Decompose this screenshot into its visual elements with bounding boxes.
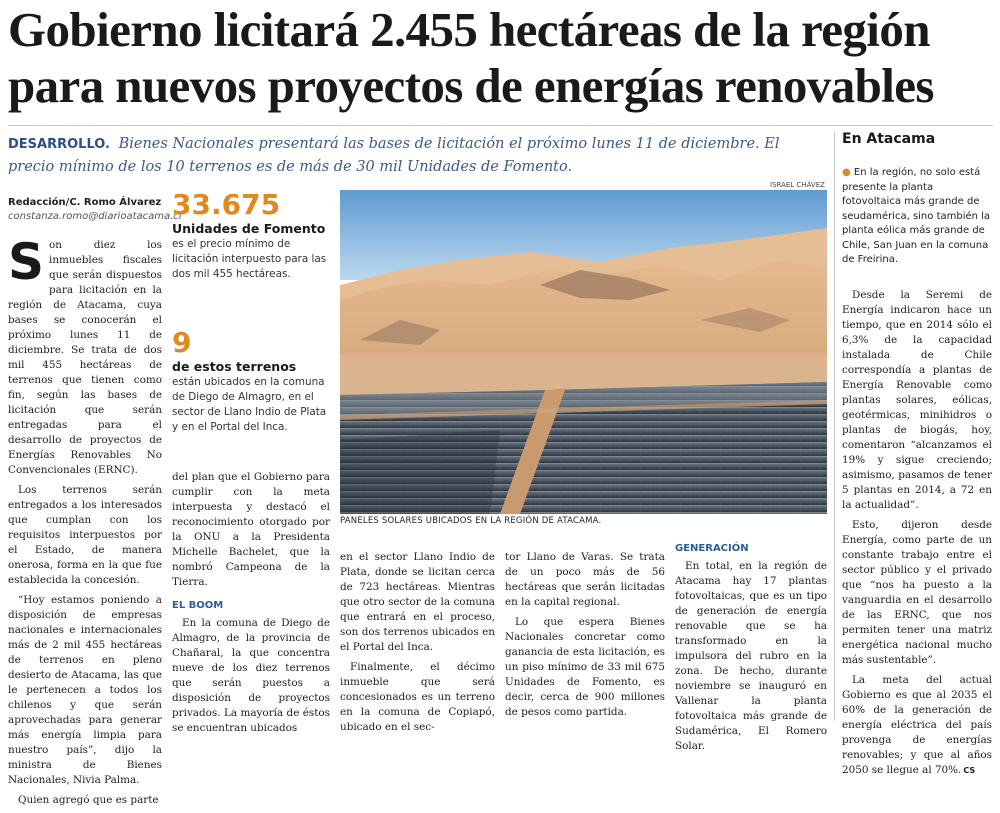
- stat-block-1: [172, 190, 330, 282]
- paragraph-text: La meta del actual Gobierno es que al 2035 el 60% de la generación de energía eléctrica del país provenga de energías renovables; y que al años 2050 se llegue al 70%.: [842, 674, 992, 776]
- sidebar-highlight-text: En la región, no solo está presente la planta fotovoltaica más grande de seudamérica, sino también la planta eólica más grande de Chile, San Juan en la comuna de Freirina.: [842, 167, 991, 265]
- sidebar-column: [842, 288, 992, 783]
- body-paragraph: [842, 673, 992, 778]
- column-4: [505, 550, 665, 725]
- body-paragraph: En la comuna de Diego de Almagro, de la provincia de Chañaral, la que concentra nueve de los diez terrenos que serán puestos a disposición de proyectos privados. La mayoría de éstos se encuentran ubicados: [172, 617, 330, 734]
- body-paragraph: Finalmente, el décimo inmueble que será concesionados es un terreno en la comuna de Copiapó, ubicado en el sec-: [340, 661, 495, 733]
- end-mark: CS: [963, 766, 976, 775]
- body-paragraph: del plan que el Gobierno para cumplir con la meta interpuesta y destacó el reconocimiento otorgado por la ONU a la Presidenta Michelle Bachelet, que la nombró Campeona de la Tierra.: [172, 471, 330, 588]
- column-1: [8, 196, 182, 813]
- body-paragraph: En total, en la región de Atacama hay 17 plantas fotovoltaicas, que es un tipo de generación de energía renovable que se ha transformado en la impulsora del rubro en la zona. De hecho, durante noviembre se inauguró en Vallenar la planta fotovoltaica más grande de Sudamérica, El Romero Solar.: [675, 560, 827, 752]
- sidebar-highlight: [842, 166, 992, 268]
- byline-email: constanza.romo@diarioatacama.cl: [8, 211, 182, 222]
- byline-author: Redacción/C. Romo Álvarez: [8, 197, 162, 208]
- stat-block-2: [172, 328, 330, 435]
- body-paragraph: Esto, dijeron desde Energía, como parte de un constante trabajo entre el sector público y el privado que “nos ha puesto a la vanguardia en el desarrollo de las ERNC, que nos permiten tener una matriz energética nacional mucho más sustentable”.: [842, 519, 992, 666]
- column-5: [675, 541, 827, 759]
- section-heading: GENERACIÓN: [675, 543, 749, 554]
- column-2: [172, 470, 330, 741]
- stat-number: 33.675: [172, 188, 281, 221]
- drop-cap: S: [8, 233, 45, 291]
- stat-label: de estos terrenos: [172, 359, 297, 374]
- photo-credit: ISRAEL CHÁVEZ: [770, 181, 825, 189]
- body-paragraph: Desde la Seremi de Energía indicaron hace un tiempo, que en 2014 sólo el 6,3% de la capacidad instalada de Chile correspondía a plantas de Energía Renovable como plantas solares, eólicas, geotérmicas, minihidros o plantas de biogás, hoy, comentaron “alcanzamos el 19% y sigue creciendo; asimismo, pasamos de tener 5 plantas en 2014, a 72 en la actualidad”.: [842, 289, 992, 511]
- photo-illustration: [340, 190, 827, 514]
- lead-paragraph: [8, 133, 823, 178]
- bullet-icon: ●: [842, 167, 851, 178]
- headline: Gobierno licitará 2.455 hectáreas de la región para nuevos proyectos de energías renovables: [8, 2, 934, 113]
- body-paragraph: Lo que espera Bienes Nacionales concretar como ganancia de esta licitación, es un piso mínimo de 33 mil 675 Unidades de Fomento, es decir, cerca de 900 millones de pesos como partida.: [505, 616, 665, 718]
- solar-panels-photo: [340, 190, 827, 514]
- lead-text: Bienes Nacionales presentará las bases de licitación el próximo lunes 11 de diciembre. El precio mínimo de los 10 terrenos es de más de 30 mil Unidades de Fomento.: [8, 136, 780, 175]
- body-paragraph: tor Llano de Varas. Se trata de un poco más de 56 hectáreas que serán licitadas en la capital regional.: [505, 551, 665, 608]
- photo-caption: PANELES SOLARES UBICADOS EN LA REGIÓN DE ATACAMA.: [340, 516, 602, 526]
- body-paragraph: Quien agregó que es parte: [18, 794, 159, 806]
- stat-text: están ubicados en la comuna de Diego de Almagro, en el sector de Llano Indio de Plata y en el Portal del Inca.: [172, 376, 327, 433]
- column-3: [340, 550, 495, 740]
- sidebar-divider: [834, 131, 835, 721]
- section-tag: DESARROLLO.: [8, 137, 110, 152]
- byline: [8, 196, 182, 224]
- sidebar-title: En Atacama: [842, 131, 936, 147]
- stat-number: 9: [172, 326, 192, 359]
- stat-label: Unidades de Fomento: [172, 221, 326, 236]
- paragraph-text: on diez los inmuebles fiscales que serán dispuestos para licitación en la región de Atacama, cuya bases se conocerán el próximo lunes 11 de diciembre. Se trata de dos mil 455 hectáreas de terrenos que tienen como fin, según las bases de licitación que serán entregadas para el desarrollo de proyectos de Energías Renovables No Convencionales (ERNC).: [8, 239, 162, 476]
- body-paragraph: “Hoy estamos poniendo a disposición de empresas nacionales e internacionales más de 2 mil 455 hectáreas de terrenos en pleno desierto de Atacama, las que le pertenecen a todos los chilenos y que serán aprovechadas para generar más energía limpia para nuestro país”, dijo la ministra de Bienes Nacionales, Nivia Palma.: [8, 594, 162, 786]
- stat-text: es el precio mínimo de licitación interpuesto para las dos mil 455 hectáreas.: [172, 238, 327, 280]
- body-paragraph: [8, 233, 162, 478]
- body-paragraph: Los terrenos serán entregados a los interesados que cumplan con los requisitos interpuestos por el Estado, de manera onerosa, forma en la que fue establecida la concesión.: [8, 484, 162, 586]
- section-heading: EL BOOM: [172, 600, 224, 611]
- top-divider: [8, 125, 993, 126]
- body-paragraph: en el sector Llano Indio de Plata, donde se licitan cerca de 723 hectáreas. Mientras que otro sector de la comuna que entrará en el proceso, son dos terrenos ubicados en el Portal del Inca.: [340, 551, 495, 653]
